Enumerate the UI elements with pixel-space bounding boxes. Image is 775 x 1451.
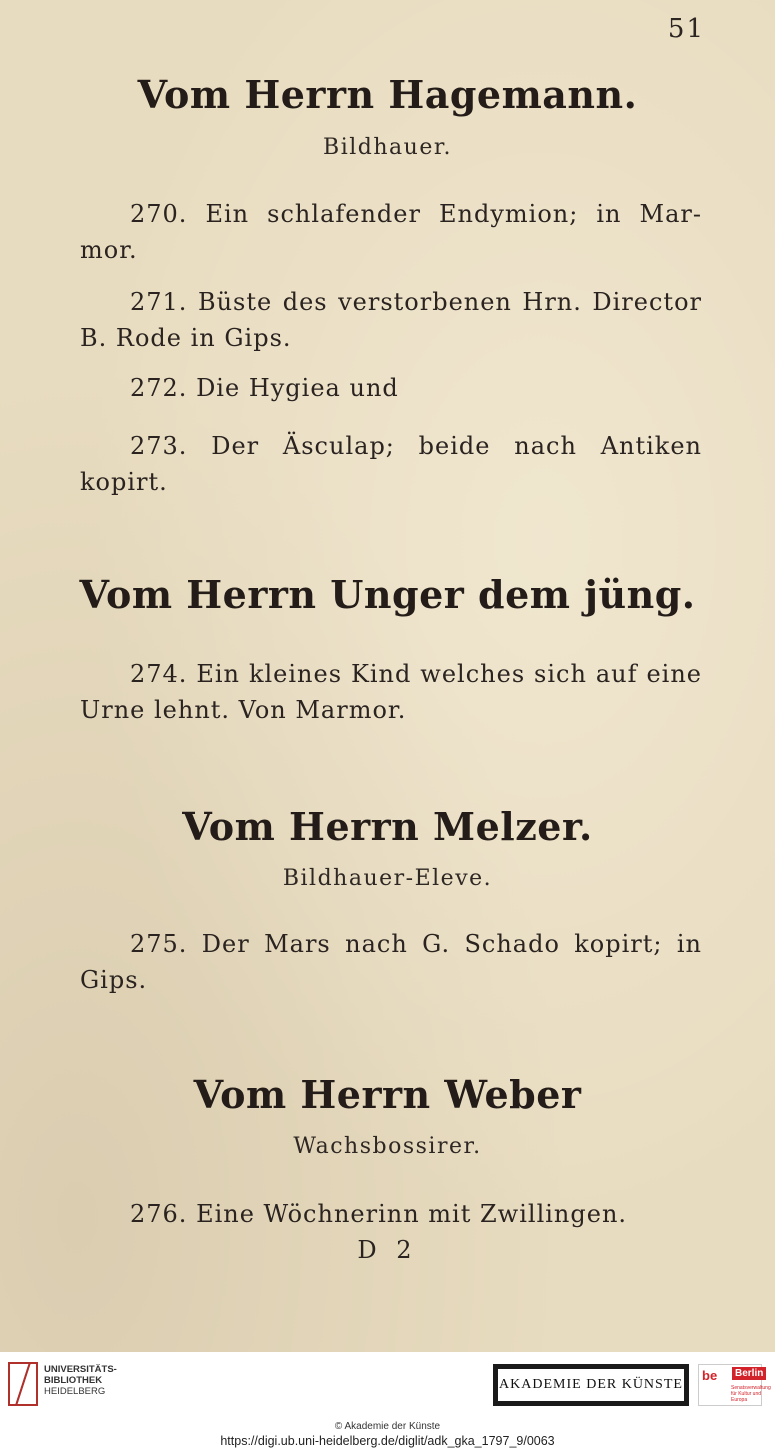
entry-271: 271. Büste des verstorbenen Hrn. Director B. Rode in Gips.	[80, 288, 702, 352]
section-subtitle-weber: Wachsbossirer.	[293, 1134, 482, 1159]
entry-270: 270. Ein schlafender Endymion; in Mar- mor.	[80, 200, 702, 264]
university-library-logo-icon[interactable]	[8, 1362, 38, 1406]
copyright-text: © Akademie der Künste	[334, 1421, 441, 1432]
akademie-label: AKADEMIE DER KÜNSTE	[498, 1369, 684, 1401]
page-number: 51	[667, 14, 705, 44]
entry-276: 276. Eine Wöchnerinn mit Zwillingen.	[130, 1200, 628, 1228]
footer-bar	[0, 1352, 775, 1451]
entry-272: 272. Die Hygiea und	[130, 374, 399, 402]
section-subtitle-hagemann: Bildhauer.	[323, 135, 452, 160]
be-berlin-logo[interactable]	[698, 1364, 771, 1406]
entry-273: 273. Der Äsculap; beide nach Antiken kopirt.	[80, 432, 702, 496]
entry-274: 274. Ein kleines Kind welches sich auf eine Urne lehnt. Von Marmor.	[80, 660, 702, 724]
be-berlin-subtitle: Senatsverwaltung für Kultur und Europa	[731, 1385, 771, 1403]
section-heading-weber: Vom Herrn Weber	[193, 1072, 582, 1117]
be-mark: be	[702, 1368, 718, 1383]
university-library-name[interactable]: UNIVERSITÄTS- BIBLIOTHEK HEIDELBERG	[44, 1364, 117, 1397]
signature-mark: D 2	[357, 1236, 418, 1264]
section-subtitle-melzer: Bildhauer-Eleve.	[282, 866, 493, 891]
entry-275: 275. Der Mars nach G. Schado kopirt; in Gips.	[80, 930, 702, 994]
section-heading-hagemann: Vom Herrn Hagemann.	[137, 72, 638, 117]
section-heading-melzer: Vom Herrn Melzer.	[182, 804, 593, 849]
akademie-logo[interactable]	[493, 1364, 689, 1406]
section-heading-unger: Vom Herrn Unger dem jüng.	[79, 572, 696, 617]
permalink-url[interactable]: https://digi.ub.uni-heidelberg.de/diglit/adk_gka_1797_9/0063	[220, 1434, 555, 1448]
be-berlin-label: Berlin	[732, 1367, 766, 1380]
